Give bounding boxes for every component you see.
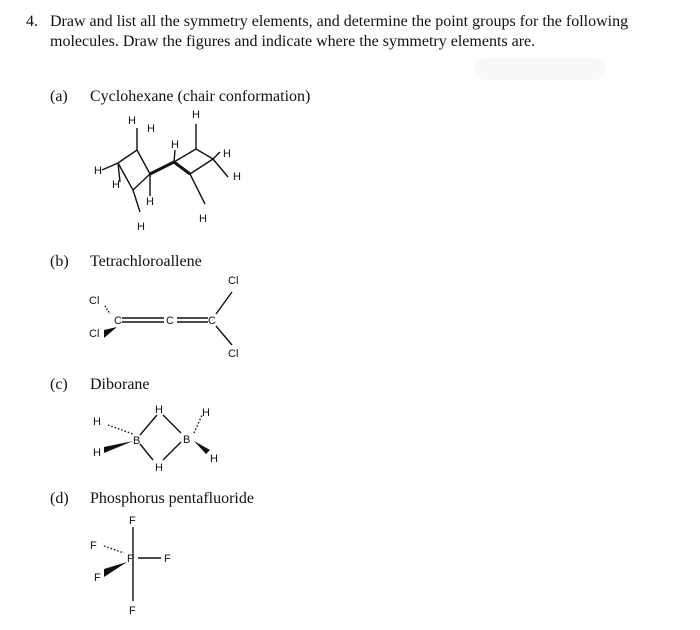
wedge-bond-d <box>104 562 127 577</box>
atom-h-c6: H <box>210 453 218 465</box>
atom-h-a2: H <box>147 123 155 135</box>
atom-f-d4: F <box>94 572 101 584</box>
atom-p-d: P <box>127 553 135 565</box>
part-d-title: Phosphorus pentafluoride <box>90 490 254 507</box>
atom-cl-b4: Cl <box>228 348 239 360</box>
atom-h-c5: H <box>202 407 210 419</box>
atom-h-c4: H <box>155 462 163 474</box>
part-a-title: Cyclohexane (chair conformation) <box>90 88 311 105</box>
atom-h-c1: H <box>93 416 101 428</box>
atom-f-d1: F <box>129 515 136 527</box>
atom-h-a3: H <box>192 109 200 121</box>
atom-h-c2: H <box>93 447 101 459</box>
cyclohexane-structure <box>102 124 228 212</box>
wedge-bond-c1 <box>104 441 133 453</box>
atom-f-d2: F <box>90 540 97 552</box>
wedge-bond-c2 <box>194 441 210 454</box>
atom-h-a1: H <box>128 115 136 127</box>
atom-h-a5: H <box>223 148 231 160</box>
atom-h-a4: H <box>171 139 179 151</box>
atom-h-a10: H <box>199 213 207 225</box>
atom-f-d3: F <box>164 553 171 565</box>
atom-c-b2: C <box>166 315 174 327</box>
atom-b-c2: B <box>183 434 191 446</box>
atom-c-b3: C <box>208 315 216 327</box>
atom-cl-b1: Cl <box>89 295 100 307</box>
part-d-label: (d) <box>50 490 69 507</box>
atom-h-a11: H <box>137 221 145 233</box>
atom-cl-b2: Cl <box>89 328 100 340</box>
atom-h-a8: H <box>233 171 241 183</box>
atom-h-a9: H <box>146 196 154 208</box>
part-c-title: Diborane <box>90 376 150 393</box>
atom-h-a6: H <box>94 165 102 177</box>
wedge-bond-b <box>104 327 117 338</box>
atom-f-d5: F <box>129 605 136 617</box>
atom-h-a7: H <box>112 179 120 191</box>
part-b-title: Tetrachloroallene <box>90 253 202 270</box>
atom-b-c1: B <box>133 435 141 447</box>
part-a-label: (a) <box>50 88 68 105</box>
part-b-label: (b) <box>50 253 69 270</box>
question-number: 4. <box>26 13 38 30</box>
atom-cl-b3: Cl <box>228 275 239 287</box>
atom-c-b1: C <box>114 315 122 327</box>
atom-h-c3: H <box>155 404 163 416</box>
question-line-1: Draw and list all the symmetry elements, and determine the point groups for the following <box>50 13 629 30</box>
question-line-2: molecules. Draw the figures and indicate where the symmetry elements are. <box>50 33 536 50</box>
part-c-label: (c) <box>50 376 68 393</box>
